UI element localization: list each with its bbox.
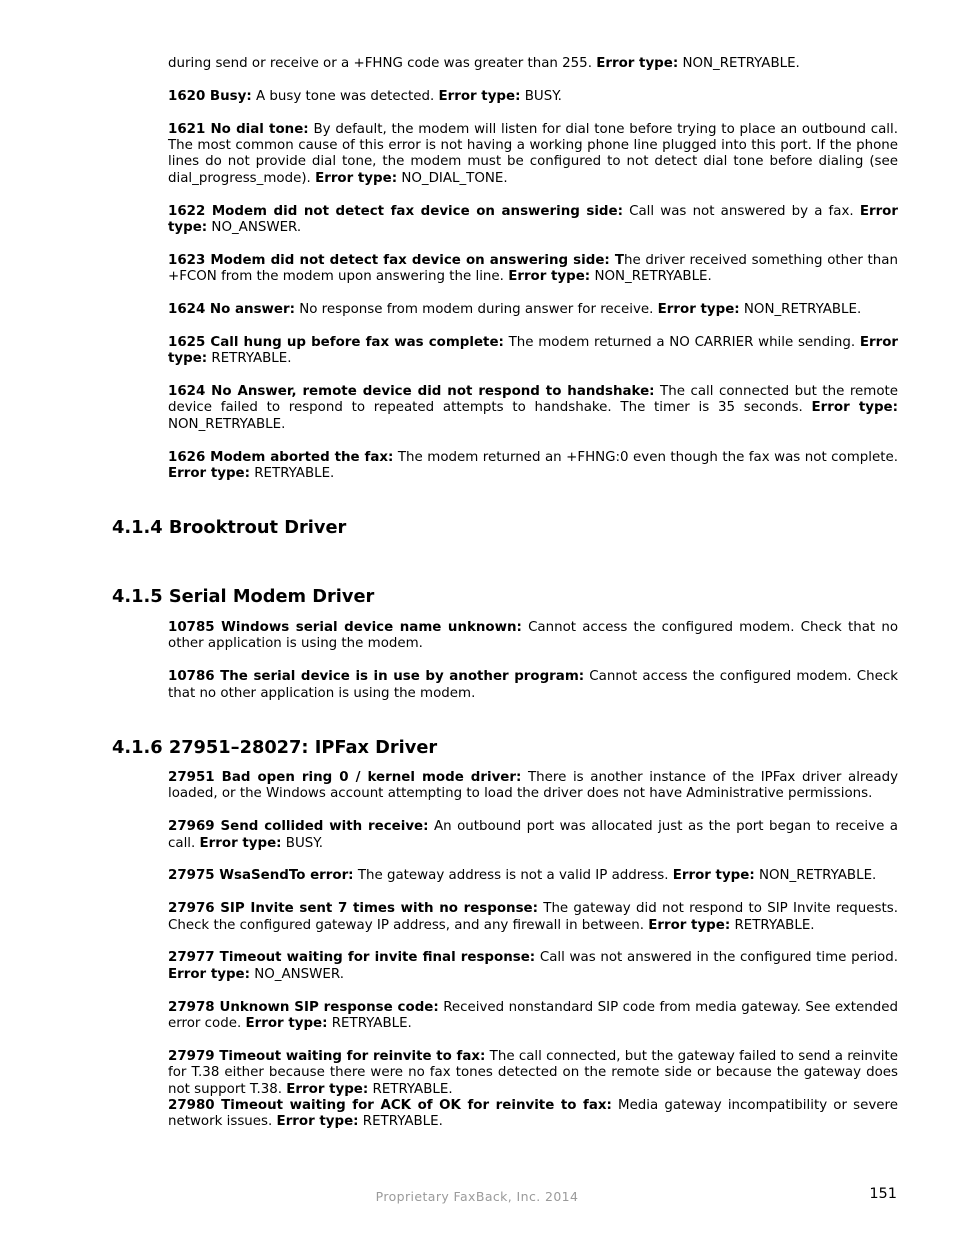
entry-description: The gateway did not respond to SIP Invite requests. Check the configured gateway IP address, and any firewall in between. [168, 901, 898, 933]
error-type-label: Error type: [508, 269, 591, 285]
error-type-label: Error type: [315, 170, 398, 186]
entry-description: Call was not answered by a fax. [629, 203, 854, 219]
error-entry [168, 1000, 898, 1033]
entry-title: 27980 Timeout waiting for ACK of OK for reinvite to fax: [168, 1098, 612, 1114]
error-type-value: NON_RETRYABLE. [758, 868, 877, 884]
entry-description: The modem returned an +FHNG:0 even though the fax was not complete. [397, 449, 898, 465]
error-entry [168, 384, 898, 433]
entry-title: 27977 Timeout waiting for invite final response: [168, 950, 536, 966]
entry-title: 1626 Modem aborted the fax: [168, 449, 394, 465]
error-type-label: Error type: [168, 966, 250, 982]
error-type-value: NO_ANSWER. [211, 220, 302, 236]
entry-description: The modem returned a NO CARRIER while sending. [508, 334, 856, 350]
error-type-value: RETRYABLE. [254, 466, 335, 482]
footer-copyright: Proprietary FaxBack, Inc. 2014 [375, 1189, 579, 1204]
error-entry [168, 669, 898, 702]
entry-title: 27978 Unknown SIP response code: [168, 999, 439, 1015]
error-type-value: RETRYABLE. [331, 1016, 412, 1032]
entry-title: 10786 The serial device is in use by another program: [168, 669, 585, 685]
error-type-label: Error type: [648, 917, 731, 933]
entry-title: 27976 SIP Invite sent 7 times with no response: [168, 901, 538, 917]
error-entry [168, 450, 898, 483]
error-type-label: Error type: [199, 835, 282, 851]
error-type-value: NON_RETRYABLE. [594, 269, 712, 285]
error-type-label: Error type: [596, 56, 679, 71]
entry-title: 10785 Windows serial device name unknown: [168, 620, 522, 635]
entry-title: 1624 No answer: [168, 302, 295, 318]
error-type-value: NON_RETRYABLE. [682, 56, 800, 71]
error-entry [168, 335, 898, 368]
entry-description: The call connected, but the gateway failed to send a reinvite for T.38 either because there were no fax tones detected on the remote side or because the gateway does not support T.38. [168, 1048, 898, 1097]
error-entry [168, 950, 898, 983]
error-entry [168, 253, 898, 286]
error-type-value: RETRYABLE. [362, 1114, 443, 1130]
entry-title: 27951 Bad open ring 0 / kernel mode driver: [168, 770, 522, 785]
error-type-label: Error type: [168, 334, 899, 367]
page-number: 151 [869, 1186, 897, 1202]
error-entry [168, 819, 898, 852]
error-type-value: NON_RETRYABLE. [168, 416, 286, 432]
error-entry [168, 770, 898, 803]
entry-description: Media gateway incompatibility or severe network issues. [168, 1098, 898, 1130]
error-entry [168, 620, 898, 653]
entry-description: during send or receive or a +FHNG code was greater than 255. [168, 56, 592, 71]
entry-description: he driver received something other than +FCON from the modem upon answering the line. [168, 252, 898, 285]
entry-description: Call was not answered in the configured time period. [539, 950, 899, 966]
entry-description: Cannot access the configured modem. Check that no other application is using the modem. [168, 669, 898, 701]
error-type-value: BUSY. [285, 835, 323, 851]
error-type-value: BUSY. [524, 88, 562, 104]
error-type-label: Error type: [168, 203, 898, 236]
error-entry [168, 204, 898, 237]
error-type-label: Error type: [286, 1081, 369, 1097]
error-entry [168, 56, 898, 72]
entry-title: 1623 Modem did not detect fax device on answering side: T [168, 252, 624, 268]
entry-title: 1624 No Answer, remote device did not respond to handshake: [168, 384, 655, 400]
error-type-value: RETRYABLE. [734, 917, 815, 933]
serial-error-list [168, 620, 898, 718]
section-heading-brooktrout: 4.1.4 Brooktrout Driver [112, 517, 347, 538]
error-entry [168, 302, 898, 318]
entry-description: A busy tone was detected. [256, 88, 435, 104]
entry-description: No response from modem during answer for receive. [299, 302, 654, 318]
error-entry [168, 901, 898, 934]
section-heading-serial-modem: 4.1.5 Serial Modem Driver [112, 586, 375, 607]
entry-title: 27969 Send collided with receive: [168, 819, 429, 835]
entry-title: 1621 No dial tone: [168, 121, 309, 137]
error-entry [168, 122, 898, 188]
entry-description: The call connected but the remote device failed to respond to repeated attempts to handshake. The timer is 35 seconds. [168, 384, 899, 416]
entry-description: By default, the modem will listen for dial tone before trying to place an outbound call. The most common cause of this error is not having a working phone line plugged into this port. If the phone lines do not provide dial tone, the modem must be configured to not detect dial tone before dialing (see dial_progress_mode). [168, 121, 898, 186]
entry-description: An outbound port was allocated just as the port began to receive a call. [168, 819, 898, 851]
entry-title: 27979 Timeout waiting for reinvite to fax: [168, 1048, 486, 1064]
error-entry [168, 868, 898, 884]
error-type-label: Error type: [276, 1114, 359, 1130]
section-heading-ipfax: 4.1.6 27951–28027: IPFax Driver [112, 737, 438, 758]
entry-title: 1622 Modem did not detect fax device on answering side: [168, 203, 623, 219]
error-type-label: Error type: [438, 88, 521, 104]
entry-description: The gateway address is not a valid IP address. [357, 868, 669, 884]
ipfax-error-list [168, 770, 898, 1147]
error-type-label: Error type: [245, 1016, 328, 1032]
modem-error-list [168, 56, 898, 499]
error-type-label: Error type: [672, 868, 755, 884]
error-type-value: NO_DIAL_TONE. [401, 170, 508, 186]
entry-description: Received nonstandard SIP code from media gateway. See extended error code. [168, 999, 898, 1032]
error-type-value: RETRYABLE. [372, 1081, 453, 1097]
entry-title: 1620 Busy: [168, 88, 252, 104]
error-type-label: Error type: [811, 400, 898, 416]
error-entry [168, 89, 898, 105]
entry-description: There is another instance of the IPFax driver already loaded, or the Windows account attempting to load the driver does not have Administrative permissions. [168, 770, 899, 802]
entry-title: 27975 WsaSendTo error: [168, 868, 354, 884]
error-type-value: RETRYABLE. [211, 351, 292, 367]
error-type-label: Error type: [657, 302, 740, 318]
error-type-value: NON_RETRYABLE. [743, 302, 862, 318]
entry-description: Cannot access the configured modem. Check that no other application is using the modem. [168, 620, 899, 652]
entry-title: 1625 Call hung up before fax was complete: [168, 334, 504, 350]
error-type-value: NO_ANSWER. [254, 966, 344, 982]
error-entry [168, 1049, 898, 1098]
error-entry [168, 1098, 898, 1131]
error-type-label: Error type: [168, 466, 250, 482]
